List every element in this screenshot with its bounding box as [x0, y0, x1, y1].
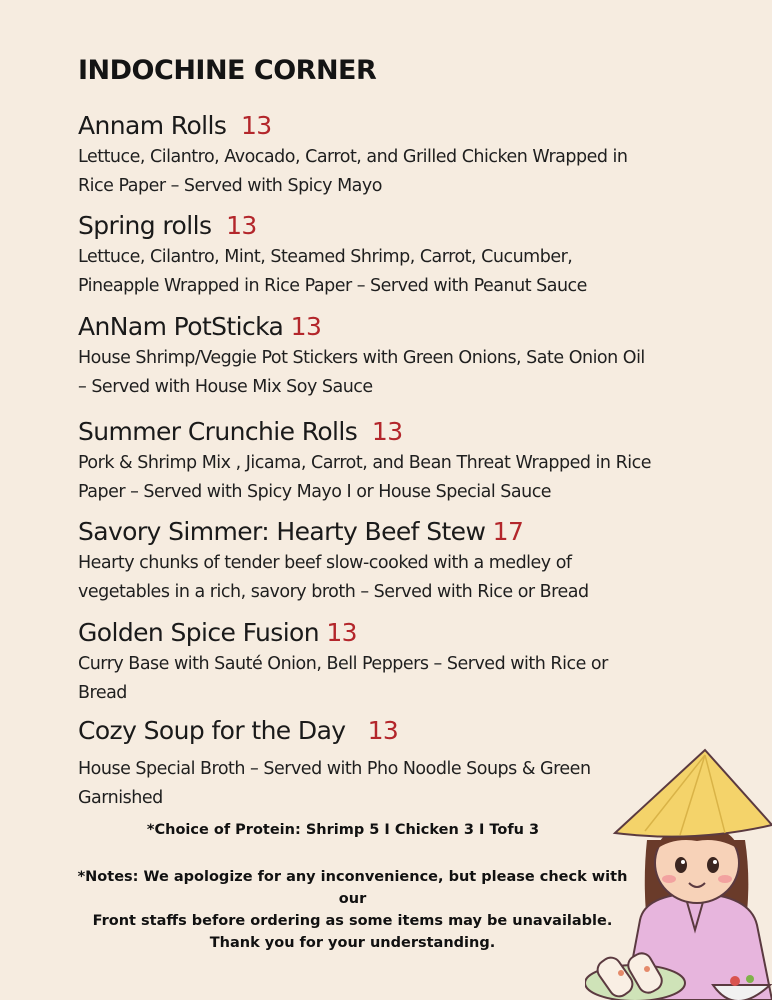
menu-title: INDOCHINE CORNER	[78, 55, 377, 86]
menu-item	[78, 417, 658, 507]
menu-item	[78, 618, 658, 708]
menu-item	[78, 716, 658, 813]
item-description: House Special Broth – Served with Pho Noodle Soups & Green Garnished	[78, 759, 591, 808]
item-description: Pork & Shrimp Mix , Jicama, Carrot, and Bean Threat Wrapped in Rice Paper – Served with Spicy Mayo I or House Special Sauce	[78, 453, 651, 502]
item-description: Lettuce, Cilantro, Avocado, Carrot, and Grilled Chicken Wrapped in Rice Paper – Served with Spicy Mayo	[78, 147, 628, 196]
item-description: House Shrimp/Veggie Pot Stickers with Green Onions, Sate Onion Oil – Served with House Mix Soy Sauce	[78, 348, 645, 397]
item-price: 13	[371, 417, 403, 446]
menu-item	[78, 517, 658, 607]
item-name: Annam Rolls 13	[78, 111, 272, 140]
menu-item	[78, 111, 658, 201]
item-name: AnNam PotSticka 13	[78, 312, 322, 341]
item-price: 13	[240, 111, 272, 140]
item-name: Savory Simmer: Hearty Beef Stew 17	[78, 517, 524, 546]
item-price: 13	[290, 312, 322, 341]
item-name: Spring rolls 13	[78, 211, 257, 240]
item-description: Lettuce, Cilantro, Mint, Steamed Shrimp, Carrot, Cucumber, Pineapple Wrapped in Rice Paper – Served with Peanut Sauce	[78, 247, 587, 296]
menu-item	[78, 312, 658, 402]
girl-with-conical-hat-icon	[585, 745, 772, 1000]
notice-line: Thank you for your understanding.	[209, 935, 496, 951]
item-description: Curry Base with Sauté Onion, Bell Peppers – Served with Rice or Bread	[78, 654, 608, 703]
notice-line: *Notes: We apologize for any inconvenience, but please check with our	[77, 869, 628, 907]
item-name: Cozy Soup for the Day 13	[78, 716, 399, 745]
item-price: 13	[326, 618, 357, 647]
item-price: 17	[492, 517, 524, 546]
item-price: 13	[226, 211, 257, 240]
item-price: 13	[367, 716, 399, 745]
protein-note: *Choice of Protein: Shrimp 5 I Chicken 3 I Tofu 3	[146, 822, 540, 838]
menu-item	[78, 211, 658, 301]
item-name: Golden Spice Fusion 13	[78, 618, 357, 647]
notice-line: Front staffs before ordering as some items may be unavailable.	[92, 913, 613, 929]
item-description: Hearty chunks of tender beef slow-cooked with a medley of vegetables in a rich, savory broth – Served with Rice or Bread	[78, 553, 589, 602]
notice	[70, 866, 635, 954]
item-name: Summer Crunchie Rolls 13	[78, 417, 403, 446]
